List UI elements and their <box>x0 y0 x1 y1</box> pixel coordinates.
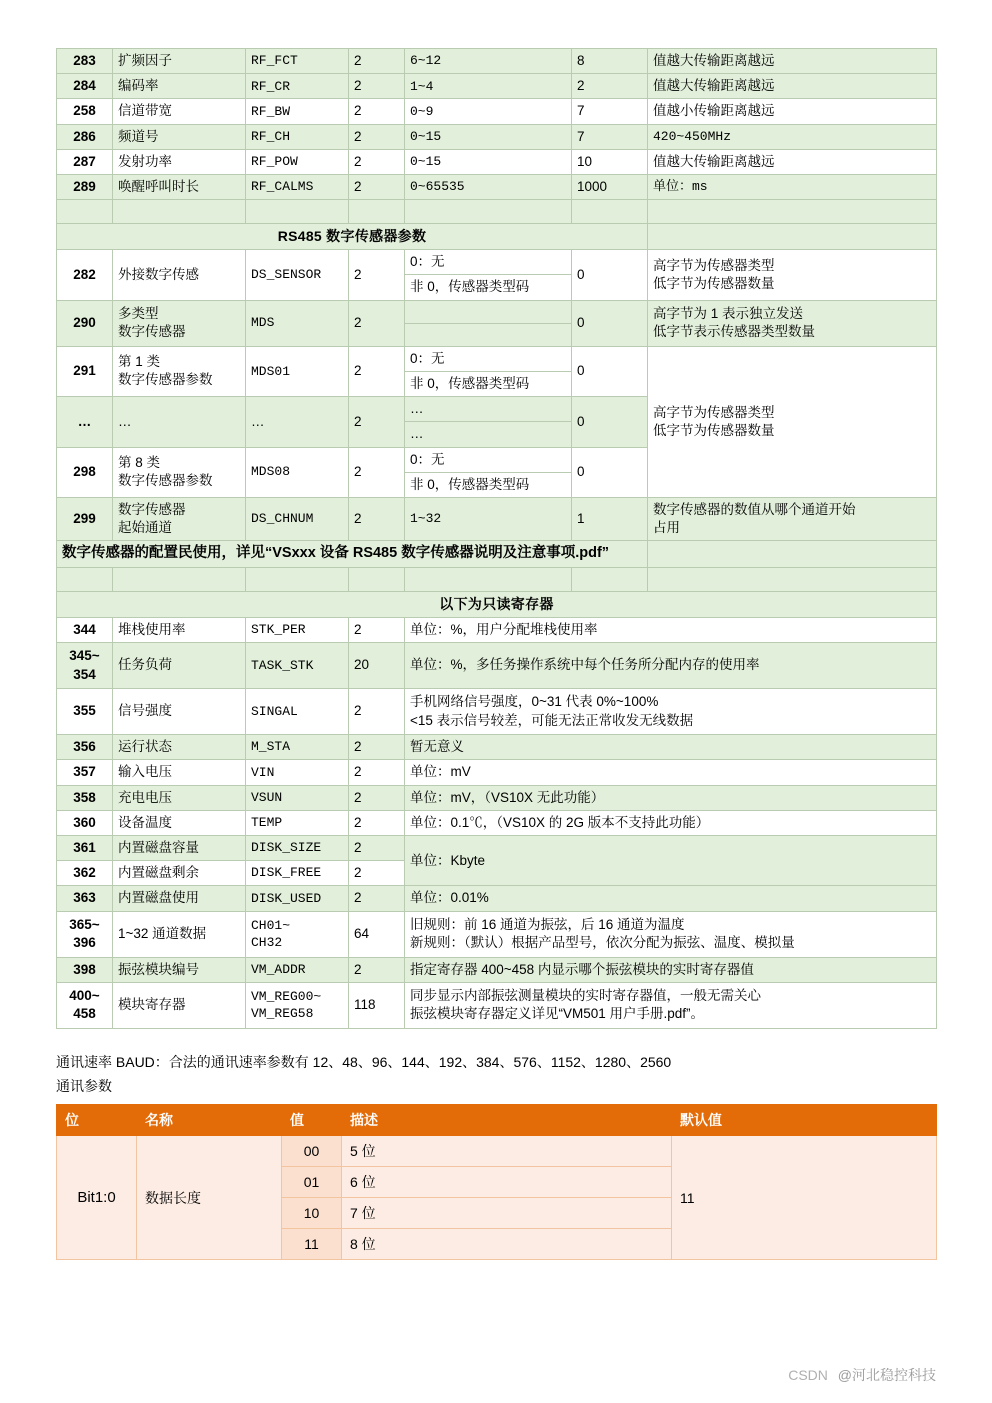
cell-len: 2 <box>349 124 405 149</box>
section-title-rs485: RS485 数字传感器参数 <box>57 224 648 250</box>
code-line: CH01~ <box>251 917 291 933</box>
table-row <box>57 957 937 982</box>
comm-params-table <box>56 1104 937 1260</box>
table-row <box>57 49 937 74</box>
cell-len: 2 <box>349 149 405 174</box>
cell-name: 内置磁盘容量 <box>113 835 246 860</box>
desc-line: 振弦模块寄存器定义详见“VM501 用户手册.pdf”。 <box>410 1006 705 1022</box>
section-filler <box>648 224 937 250</box>
cell-desc: 单位：mV，（VS10X 无此功能） <box>405 785 937 810</box>
cell-desc: 值越大传输距离越远 <box>648 74 937 99</box>
cell-addr: 357 <box>57 760 113 785</box>
cell-code: VIN <box>246 760 349 785</box>
name-line: 数字传感器 <box>118 501 186 517</box>
comm-name-cell: 数据长度 <box>137 1136 282 1260</box>
cell-addr: 283 <box>57 49 113 74</box>
table-row <box>57 175 937 200</box>
cell-desc: 指定寄存器 400~458 内显示哪个振弦模块的实时寄存器值 <box>405 957 937 982</box>
cell-name: 信道带宽 <box>113 99 246 124</box>
cell-len: 2 <box>349 447 405 497</box>
cell-default: 8 <box>572 49 648 74</box>
comm-desc-cell: 5 位 <box>342 1136 672 1167</box>
name-line: 第 1 类 <box>118 354 161 370</box>
cell-name: 振弦模块编号 <box>113 957 246 982</box>
cell-code: … <box>246 397 349 447</box>
cell-len: 2 <box>349 785 405 810</box>
name-line: 第 8 类 <box>118 455 161 471</box>
cell-default: 7 <box>572 99 648 124</box>
cell-range <box>405 397 572 447</box>
range-line <box>405 324 571 346</box>
desc-line: 新规则：（默认）根据产品型号，依次分配为振弦、温度、模拟量 <box>410 935 795 951</box>
cell-addr: 287 <box>57 149 113 174</box>
comm-value-cell: 00 <box>282 1136 342 1167</box>
cell-code: RF_CALMS <box>246 175 349 200</box>
comm-value-cell: 10 <box>282 1198 342 1229</box>
desc-line: 低字节为传感器数量 <box>653 275 775 291</box>
desc-line: 占用 <box>653 520 680 536</box>
cell-desc: 值越大传输距离越远 <box>648 49 937 74</box>
desc-line: 低字节表示传感器类型数量 <box>653 324 815 340</box>
cell-range <box>405 250 572 300</box>
table-row <box>57 760 937 785</box>
desc-line: 高字节为 1 表示独立发送 <box>653 305 804 321</box>
range-line: 非 0，传感器类型码 <box>410 375 530 391</box>
cell-desc <box>648 300 937 346</box>
cell-name <box>113 300 246 346</box>
code-line: VM_REG00~ <box>251 988 322 1004</box>
spacer-cell <box>349 567 405 591</box>
cell-default: 2 <box>572 74 648 99</box>
range-line: 0：无 <box>405 250 571 275</box>
name-line: 数字传感器参数 <box>118 372 213 388</box>
cell-default: 0 <box>572 397 648 447</box>
cell-code: TASK_STK <box>246 643 349 689</box>
cell-desc <box>405 689 937 735</box>
table-row <box>57 300 937 346</box>
spacer-cell <box>648 200 937 224</box>
range-line: 0：无 <box>405 448 571 473</box>
cell-name <box>113 346 246 396</box>
spacer-row <box>57 567 937 591</box>
cell-name: 扩频因子 <box>113 49 246 74</box>
cell-code: SINGAL <box>246 689 349 735</box>
cell-name: 信号强度 <box>113 689 246 735</box>
cell-len: 2 <box>349 810 405 835</box>
cell-name: 发射功率 <box>113 149 246 174</box>
cell-desc: 单位：ms <box>648 175 937 200</box>
cell-addr: 362 <box>57 861 113 886</box>
cell-code <box>246 911 349 957</box>
cell-code: RF_CH <box>246 124 349 149</box>
cell-code: VM_ADDR <box>246 957 349 982</box>
cell-addr: 356 <box>57 735 113 760</box>
cell-code: MDS01 <box>246 346 349 396</box>
comm-desc-cell: 8 位 <box>342 1229 672 1260</box>
cell-desc: 420~450MHz <box>648 124 937 149</box>
cell-addr: 284 <box>57 74 113 99</box>
cell-name: 充电电压 <box>113 785 246 810</box>
cell-range: 0~15 <box>405 149 572 174</box>
spacer-cell <box>648 567 937 591</box>
table-row <box>57 982 937 1028</box>
addr-line: 458 <box>73 1006 96 1022</box>
cell-code: M_STA <box>246 735 349 760</box>
range-line: 非 0，传感器类型码 <box>410 279 530 295</box>
range-line: … <box>410 426 424 442</box>
table-row <box>57 250 937 300</box>
cell-addr <box>57 643 113 689</box>
cell-len: 2 <box>349 346 405 396</box>
note-filler <box>648 541 937 568</box>
cell-desc: 单位：mV <box>405 760 937 785</box>
cell-code: DISK_FREE <box>246 861 349 886</box>
name-line: 数字传感器 <box>118 324 186 340</box>
cell-name <box>113 497 246 540</box>
addr-line: 400~ <box>69 988 100 1004</box>
name-line: 数字传感器参数 <box>118 473 213 489</box>
spacer-cell <box>57 567 113 591</box>
comm-value-cell: 11 <box>282 1229 342 1260</box>
cell-name: 唤醒呼叫时长 <box>113 175 246 200</box>
range-line: 0：无 <box>405 347 571 372</box>
cell-default: 10 <box>572 149 648 174</box>
cell-code: RF_POW <box>246 149 349 174</box>
cell-len: 2 <box>349 861 405 886</box>
section-header-row <box>57 591 937 617</box>
comm-desc-cell: 6 位 <box>342 1167 672 1198</box>
addr-line: 345~ <box>69 648 100 664</box>
cell-name: 内置磁盘使用 <box>113 886 246 911</box>
cell-len: 2 <box>349 300 405 346</box>
register-table <box>56 48 937 1029</box>
cell-addr <box>57 911 113 957</box>
table-row <box>57 835 937 860</box>
baud-text: 通讯速率 BAUD：合法的通讯速率参数有 12、48、96、144、192、384、576、1152、1280、2560 <box>56 1053 672 1070</box>
table-row <box>57 643 937 689</box>
cell-code: STK_PER <box>246 617 349 642</box>
cell-code: TEMP <box>246 810 349 835</box>
cell-range: 6~12 <box>405 49 572 74</box>
cell-desc: 单位：Kbyte <box>405 835 937 885</box>
table-row <box>57 497 937 540</box>
addr-line: 354 <box>73 666 96 682</box>
table-row <box>57 74 937 99</box>
cell-addr: 361 <box>57 835 113 860</box>
code-line: CH32 <box>251 935 283 951</box>
cell-len: 20 <box>349 643 405 689</box>
cell-desc: 单位：0.1℃，（VS10X 的 2G 版本不支持此功能） <box>405 810 937 835</box>
cell-addr: 258 <box>57 99 113 124</box>
watermark-author: @河北稳控科技 <box>837 1367 936 1383</box>
cell-len: 2 <box>349 497 405 540</box>
section-title-readonly: 以下为只读寄存器 <box>57 591 937 617</box>
desc-line: 高字节为传感器类型 <box>653 257 775 273</box>
cell-default: 1000 <box>572 175 648 200</box>
note-row <box>57 541 937 568</box>
cell-desc: 单位：0.01% <box>405 886 937 911</box>
cell-desc <box>405 982 937 1028</box>
cell-len: 2 <box>349 760 405 785</box>
cell-code: VSUN <box>246 785 349 810</box>
desc-line: 手机网络信号强度，0~31 代表 0%~100% <box>410 694 659 710</box>
cell-len: 2 <box>349 74 405 99</box>
cell-desc: 值越大传输距离越远 <box>648 149 937 174</box>
cell-addr: 344 <box>57 617 113 642</box>
cell-name: 设备温度 <box>113 810 246 835</box>
cell-code: RF_CR <box>246 74 349 99</box>
desc-line: <15 表示信号较差，可能无法正常收发无线数据 <box>410 712 694 728</box>
cell-range: 0~15 <box>405 124 572 149</box>
cell-name: 任务负荷 <box>113 643 246 689</box>
cell-name: 内置磁盘剩余 <box>113 861 246 886</box>
range-line <box>405 301 571 324</box>
watermark-csdn: CSDN <box>788 1367 828 1383</box>
table-row <box>57 346 937 396</box>
watermark <box>788 1365 936 1385</box>
cell-code: MDS <box>246 300 349 346</box>
cell-default: 0 <box>572 447 648 497</box>
comm-header-name: 名称 <box>137 1105 282 1136</box>
spacer-cell <box>246 200 349 224</box>
spacer-cell <box>405 200 572 224</box>
comm-default-cell: 11 <box>672 1136 937 1260</box>
cell-range: 1~4 <box>405 74 572 99</box>
cell-addr: 360 <box>57 810 113 835</box>
table-row <box>57 124 937 149</box>
cell-desc: 暂无意义 <box>405 735 937 760</box>
table-row <box>57 1136 937 1167</box>
cell-default: 0 <box>572 250 648 300</box>
comm-header-row <box>57 1105 937 1136</box>
cell-addr: 358 <box>57 785 113 810</box>
cell-addr: 398 <box>57 957 113 982</box>
table-row <box>57 911 937 957</box>
spacer-cell <box>349 200 405 224</box>
cell-len: 2 <box>349 49 405 74</box>
cell-desc <box>648 497 937 540</box>
comm-value-cell: 01 <box>282 1167 342 1198</box>
comm-desc-cell: 7 位 <box>342 1198 672 1229</box>
baud-paragraph <box>56 1051 936 1099</box>
spacer-cell <box>113 567 246 591</box>
table-row <box>57 810 937 835</box>
table-row <box>57 886 937 911</box>
cell-name: 编码率 <box>113 74 246 99</box>
comm-header-bit: 位 <box>57 1105 137 1136</box>
cell-name: … <box>113 397 246 447</box>
cell-addr <box>57 982 113 1028</box>
desc-line: 高字节为传感器类型 <box>653 404 775 420</box>
cell-len: 2 <box>349 99 405 124</box>
table-row <box>57 99 937 124</box>
cell-code: RF_FCT <box>246 49 349 74</box>
cell-len: 2 <box>349 886 405 911</box>
cell-code: MDS08 <box>246 447 349 497</box>
addr-line: 396 <box>73 935 96 951</box>
cell-code: DISK_SIZE <box>246 835 349 860</box>
comm-params-title: 通讯参数 <box>56 1077 112 1094</box>
cell-len: 64 <box>349 911 405 957</box>
table-row <box>57 785 937 810</box>
cell-len: 2 <box>349 835 405 860</box>
cell-addr: 290 <box>57 300 113 346</box>
cell-code: RF_BW <box>246 99 349 124</box>
cell-default: 1 <box>572 497 648 540</box>
cell-len: 118 <box>349 982 405 1028</box>
spacer-cell <box>113 200 246 224</box>
desc-line: 同步显示内部振弦测量模块的实时寄存器值，一般无需关心 <box>410 988 761 1004</box>
cell-range: 0~65535 <box>405 175 572 200</box>
cell-len: 2 <box>349 957 405 982</box>
cell-name: 运行状态 <box>113 735 246 760</box>
cell-range: 0~9 <box>405 99 572 124</box>
cell-len: 2 <box>349 397 405 447</box>
table-row <box>57 149 937 174</box>
cell-name: 外接数字传感 <box>113 250 246 300</box>
section-header-row <box>57 224 937 250</box>
cell-len: 2 <box>349 735 405 760</box>
cell-desc: 值越小传输距离越远 <box>648 99 937 124</box>
cell-desc <box>405 911 937 957</box>
cell-name: 输入电压 <box>113 760 246 785</box>
desc-line: 旧规则：前 16 通道为振弦，后 16 通道为温度 <box>410 916 685 932</box>
cell-addr: 298 <box>57 447 113 497</box>
cell-code <box>246 982 349 1028</box>
comm-bit-cell: Bit1:0 <box>57 1136 137 1260</box>
cell-addr: 355 <box>57 689 113 735</box>
note-ds-sensor: 数字传感器的配置民使用，详见“VSxxx 设备 RS485 数字传感器说明及注意事项.pdf” <box>57 541 648 568</box>
cell-desc: 单位：%，用户分配堆栈使用率 <box>405 617 937 642</box>
name-line: 起始通道 <box>118 520 172 536</box>
cell-range: 1~32 <box>405 497 572 540</box>
cell-addr: 363 <box>57 886 113 911</box>
cell-name: 模块寄存器 <box>113 982 246 1028</box>
cell-len: 2 <box>349 175 405 200</box>
cell-addr: 282 <box>57 250 113 300</box>
cell-addr: … <box>57 397 113 447</box>
comm-header-default: 默认值 <box>672 1105 937 1136</box>
spacer-cell <box>572 567 648 591</box>
spacer-cell <box>572 200 648 224</box>
cell-addr: 291 <box>57 346 113 396</box>
range-line: 非 0，传感器类型码 <box>410 476 530 492</box>
table-row <box>57 617 937 642</box>
cell-name <box>113 447 246 497</box>
comm-header-value: 值 <box>282 1105 342 1136</box>
cell-name: 1~32 通道数据 <box>113 911 246 957</box>
cell-addr: 299 <box>57 497 113 540</box>
comm-header-desc: 描述 <box>342 1105 672 1136</box>
code-line: VM_REG58 <box>251 1006 314 1022</box>
cell-name: 频道号 <box>113 124 246 149</box>
spacer-cell <box>405 567 572 591</box>
range-line: … <box>405 397 571 422</box>
cell-len: 2 <box>349 250 405 300</box>
cell-desc <box>648 250 937 300</box>
cell-default: 0 <box>572 346 648 396</box>
name-line: 多类型 <box>118 305 159 321</box>
cell-desc <box>648 346 937 497</box>
desc-line: 数字传感器的数值从哪个通道开始 <box>653 501 856 517</box>
cell-code: DS_CHNUM <box>246 497 349 540</box>
cell-range <box>405 300 572 346</box>
cell-range <box>405 447 572 497</box>
cell-code: DISK_USED <box>246 886 349 911</box>
addr-line: 365~ <box>69 916 100 932</box>
desc-line: 低字节为传感器数量 <box>653 422 775 438</box>
spacer-cell <box>246 567 349 591</box>
cell-len: 2 <box>349 617 405 642</box>
cell-addr: 286 <box>57 124 113 149</box>
table-row <box>57 689 937 735</box>
cell-addr: 289 <box>57 175 113 200</box>
spacer-row <box>57 200 937 224</box>
cell-default: 7 <box>572 124 648 149</box>
cell-default: 0 <box>572 300 648 346</box>
cell-range <box>405 346 572 396</box>
table-row <box>57 735 937 760</box>
cell-name: 堆栈使用率 <box>113 617 246 642</box>
cell-desc: 单位：%，多任务操作系统中每个任务所分配内存的使用率 <box>405 643 937 689</box>
cell-code: DS_SENSOR <box>246 250 349 300</box>
cell-len: 2 <box>349 689 405 735</box>
spacer-cell <box>57 200 113 224</box>
